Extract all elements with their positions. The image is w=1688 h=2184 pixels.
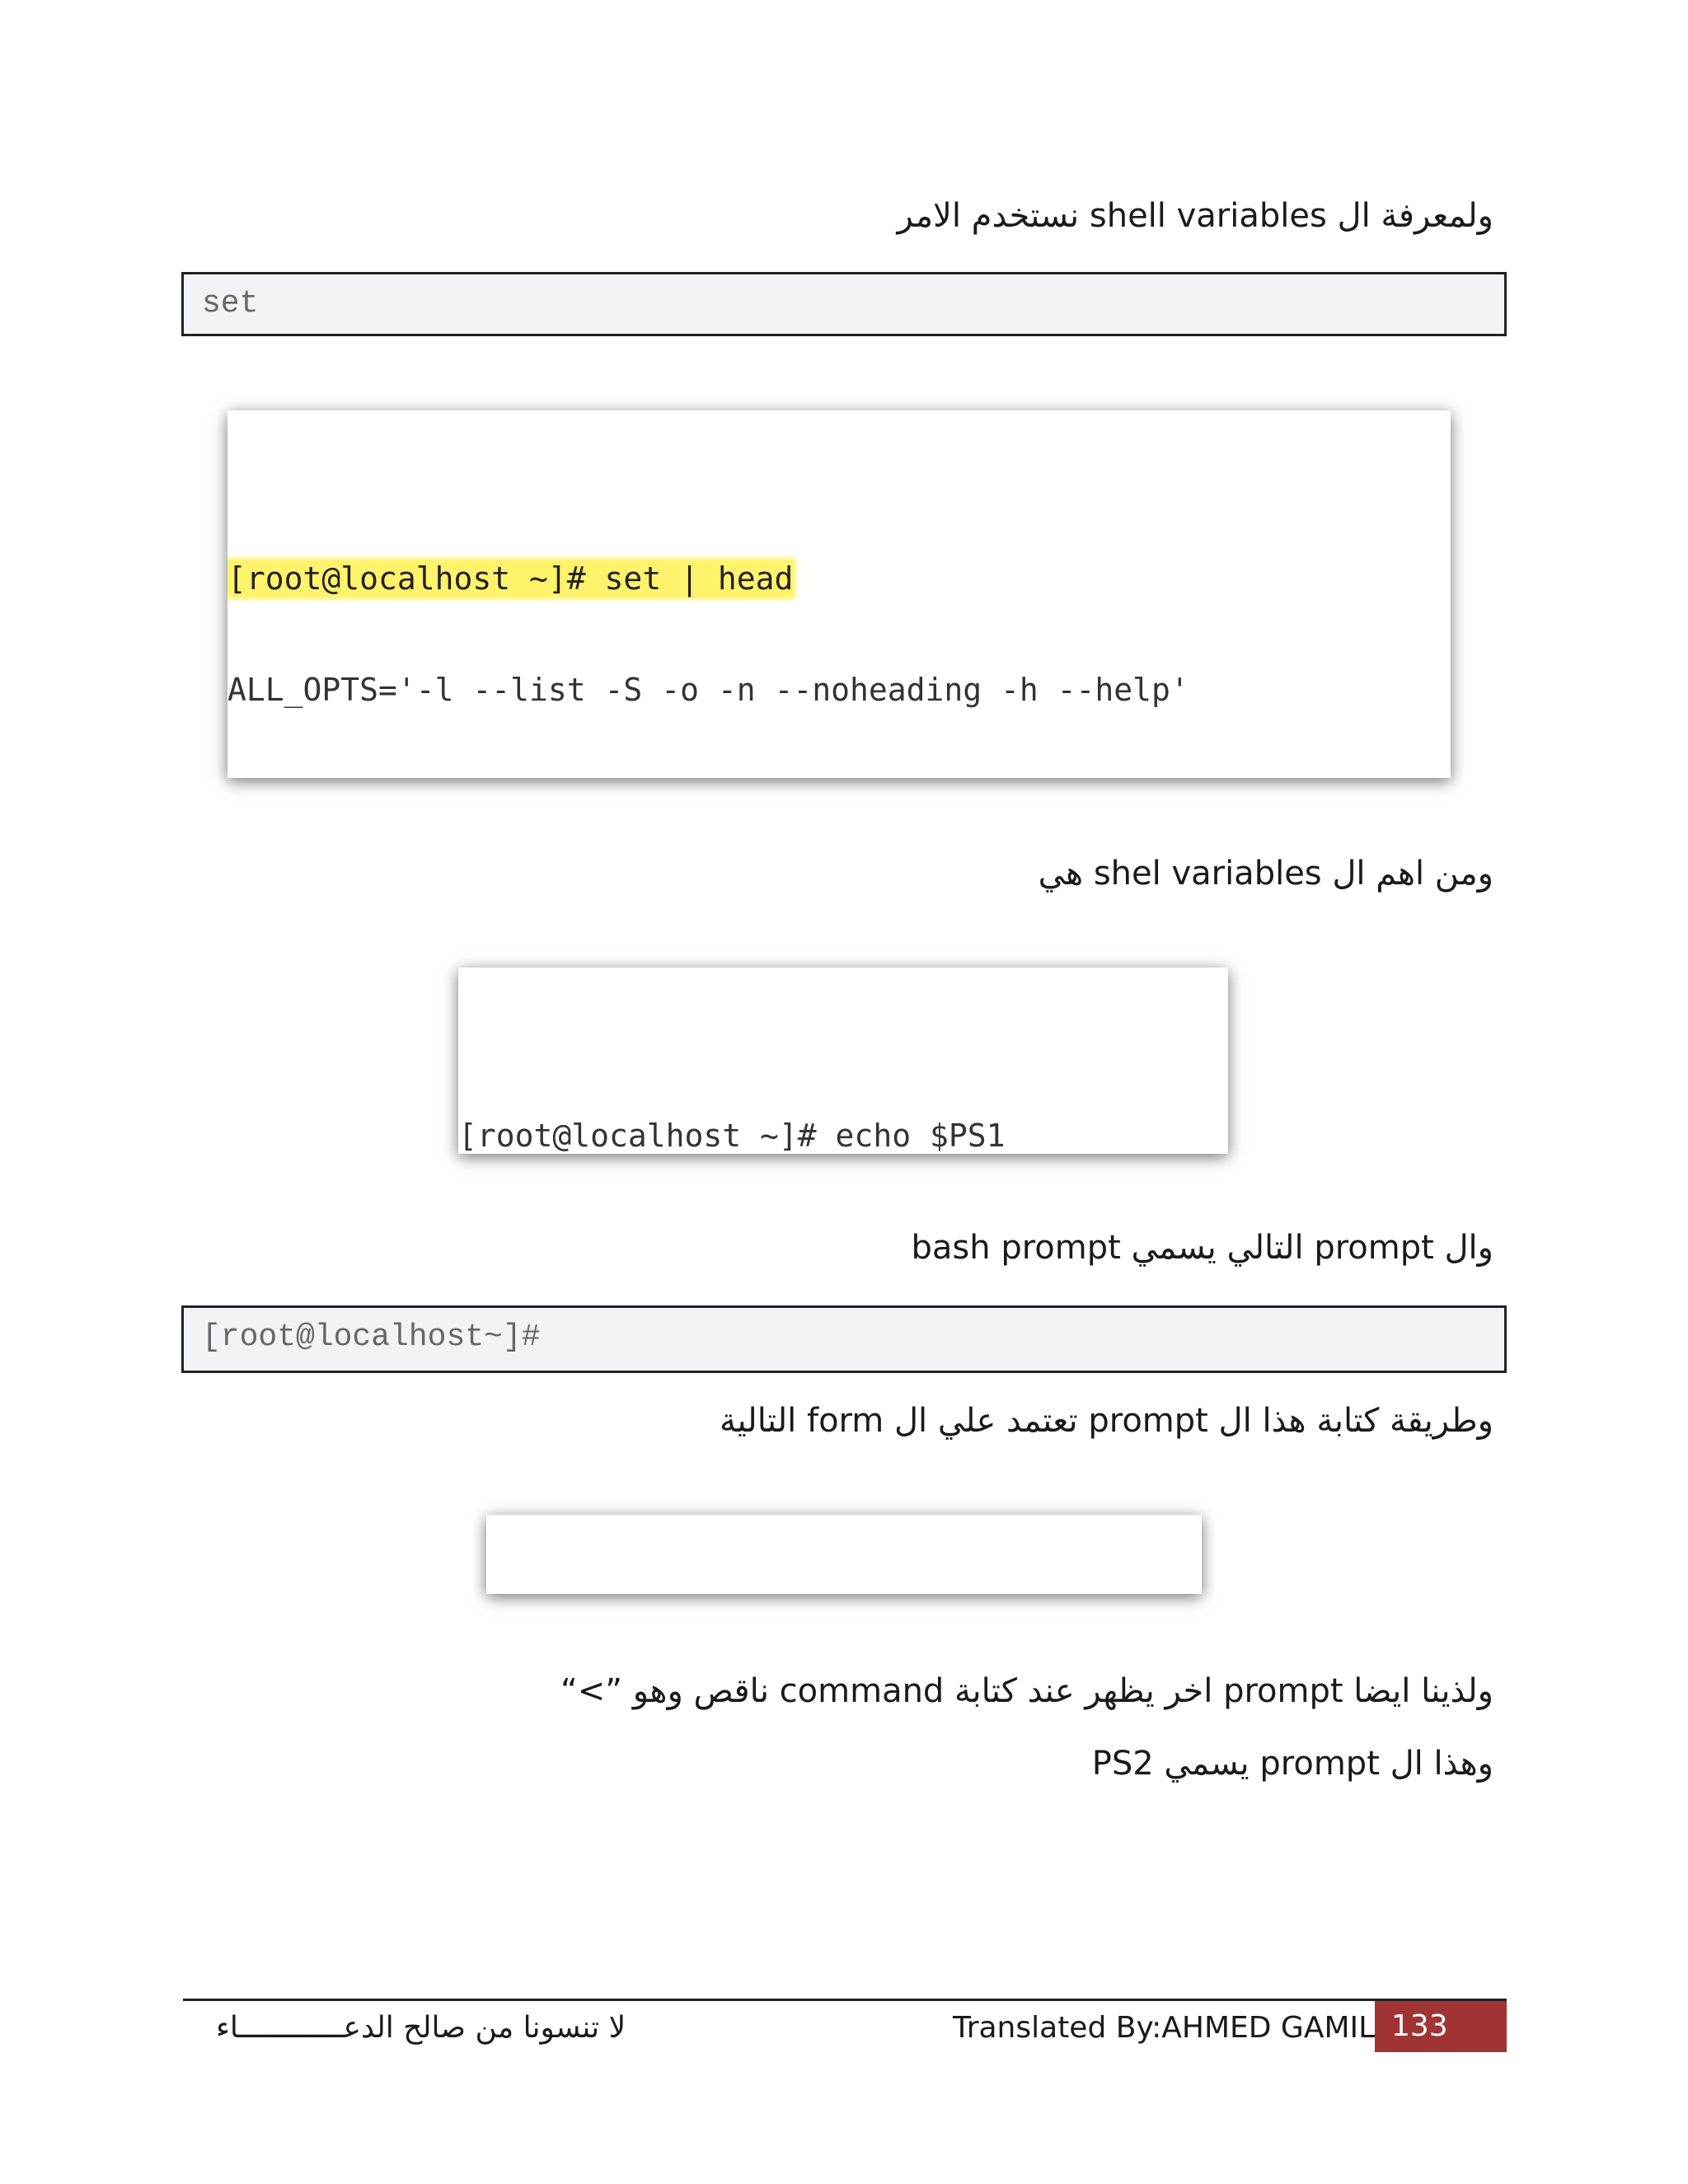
terminal-line: [root@localhost ~]# echo $PS1 xyxy=(458,1118,1006,1154)
footer-prayer: لا تنسونا من صالح الدعــــــــــــاء xyxy=(216,2011,626,2045)
terminal-set-head xyxy=(227,410,1451,778)
intro-set-text: ولمعرفة ال shell variables نستخدم الامر xyxy=(897,197,1493,235)
terminal-ps-echo xyxy=(458,968,1228,1154)
highlighted-command: [root@localhost ~]# set | head xyxy=(227,560,794,597)
footer-translator: Translated By:AHMED GAMIL xyxy=(953,2011,1376,2045)
intro-bash-prompt-text: وال prompt التالي يسمي bash prompt xyxy=(911,1229,1493,1267)
intro-important-text: ومن اهم ال shel variables هي xyxy=(1038,855,1493,893)
page-number: 133 xyxy=(1375,2001,1507,2052)
command-box-prompt: [root@localhost~]# xyxy=(181,1305,1507,1373)
intro-form-text: وطريقة كتابة هذا ال prompt تعتمد علي ال form التالية xyxy=(720,1402,1493,1440)
command-box-set: set xyxy=(181,272,1507,336)
footer-divider xyxy=(183,1999,1507,2001)
terminal-line: ALL_OPTS='-l --list -S -o -n --noheading -h --help' xyxy=(227,672,1189,708)
ps2-paragraph-2: وهذا ال prompt يسمي PS2 xyxy=(1091,1745,1493,1783)
terminal-line xyxy=(227,560,1451,598)
ps2-paragraph-1: ولذينا ايضا prompt اخر يظهر عند كتابة command ناقص وهو ”>“ xyxy=(560,1672,1493,1710)
terminal-ps1-form xyxy=(486,1515,1202,1594)
